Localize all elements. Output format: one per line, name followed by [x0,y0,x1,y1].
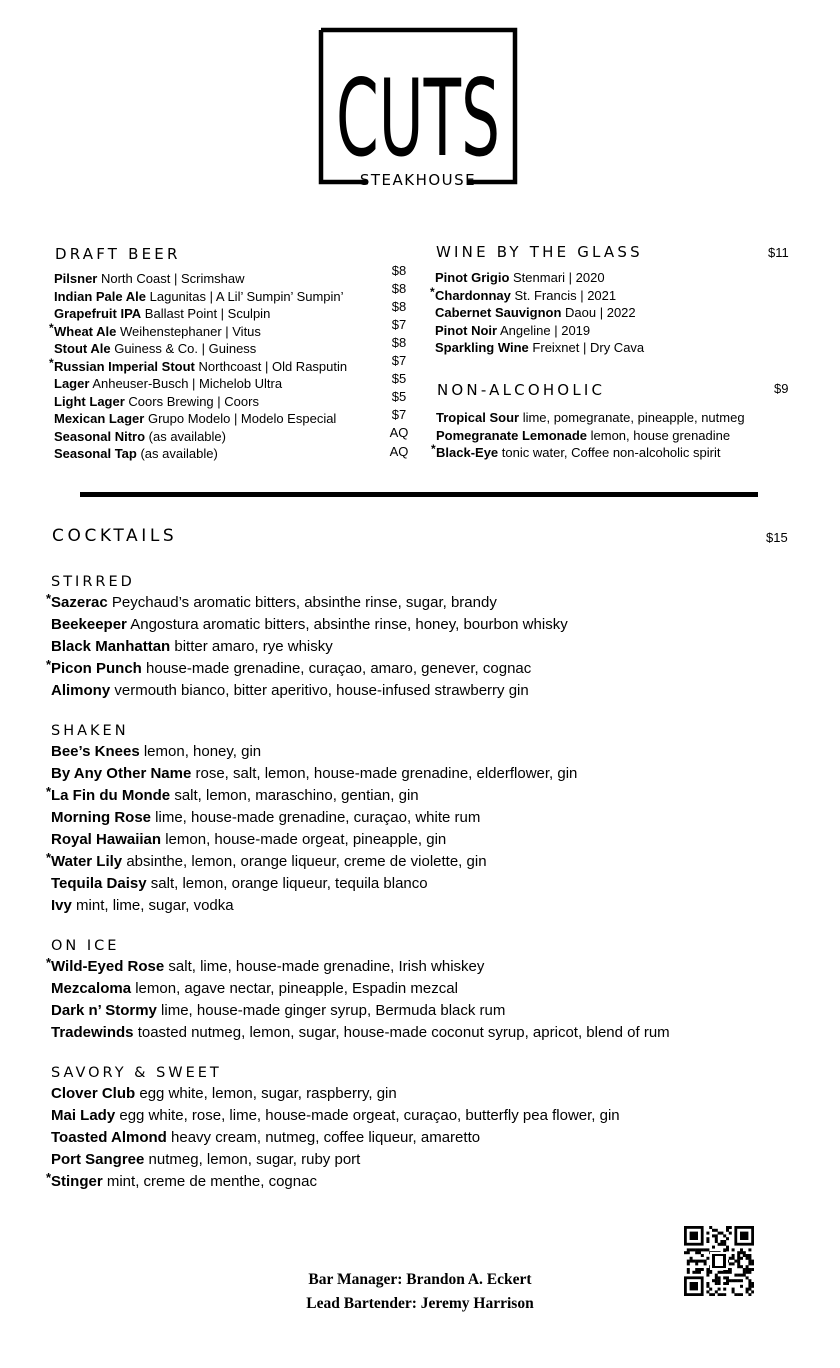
group-title: STIRRED [51,574,135,590]
item-description: Stenmari | 2020 [513,270,605,285]
menu-item [435,269,644,287]
menu-item [435,322,644,340]
beer-price: $8 [391,281,407,296]
cuts-steakhouse-logo [318,27,518,185]
item-description: Angeline | 2019 [500,322,591,338]
menu-item [54,428,347,446]
menu-item [54,305,347,323]
item-description: Lagunitas | A Lil’ Sumpin’ Sumpin’ [149,288,344,304]
item-name: Sazerac [51,594,108,611]
item-name: Toasted Almond [51,1129,167,1146]
menu-item [51,895,670,917]
item-description: lemon, house grenadine [590,427,731,443]
item-description: heavy cream, nutmeg, coffee liqueur, amaretto [171,1129,481,1146]
item-description: vermouth bianco, bitter aperitivo, house-infused strawberry gin [114,682,529,699]
bar-manager: Bar Manager: Brandon A. Eckert [308,1271,532,1288]
menu-item [51,829,670,851]
draft-beer-prices [384,262,414,461]
item-description: Ballast Point | Sculpin [144,306,271,321]
item-name: Seasonal Nitro [54,428,146,444]
group-title: SHAKEN [51,723,129,739]
item-name: Chardonnay [435,287,511,303]
menu-item [431,442,745,462]
menu-item [54,340,347,358]
item-description: Peychaud’s aromatic bitters, absinthe rinse, sugar, brandy [111,594,497,611]
menu-item [54,375,347,393]
item-name: Lager [54,376,90,391]
lead-bartender: Lead Bartender: Jeremy Harrison [306,1295,534,1312]
menu-item [51,1083,670,1105]
draft-beer-list [49,270,348,463]
cocktails-title: COCKTAILS [52,526,178,546]
menu-item [51,1105,670,1127]
featured-star: * [46,591,52,606]
item-name: Cabernet Sauvignon [435,305,562,320]
item-name: Stinger [51,1173,103,1190]
item-name: Mexican Lager [54,411,145,426]
item-name: Ivy [51,897,72,914]
featured-star: * [46,657,52,672]
item-description: Freixnet | Dry Cava [532,340,645,355]
item-description: bitter amaro, rye whisky [174,638,333,655]
cocktail-groups [46,572,670,1212]
item-description: nutmeg, lemon, sugar, ruby port [148,1151,361,1168]
featured-star: * [431,442,436,456]
item-name: Tradewinds [51,1024,134,1041]
item-name: Royal Hawaiian [51,831,162,848]
item-description: toasted nutmeg, lemon, sugar, house-made coconut syrup, apricot, blend of rum [137,1024,670,1041]
item-name: Sparkling Wine [435,340,529,355]
featured-star: * [49,320,54,335]
cocktail-group [46,721,670,917]
item-name: Port Sangree [51,1151,145,1168]
item-description: Coors Brewing | Coors [128,393,259,409]
menu-item [435,339,644,357]
beer-price: $8 [391,299,407,314]
item-name: Alimony [51,682,111,699]
featured-star: * [49,355,54,370]
item-description: salt, lime, house-made grenadine, Irish whiskey [168,958,485,975]
credits [270,1268,570,1316]
featured-star: * [46,850,52,865]
item-description: rose, salt, lemon, house-made grenadine, elderflower, gin [195,765,578,782]
menu-item [54,445,347,463]
wine-list [430,269,645,357]
item-name: Seasonal Tap [54,446,137,461]
menu-item [51,680,670,702]
item-description: lemon, house-made orgeat, pineapple, gin [165,831,447,848]
item-description: Northcoast | Old Rasputin [198,358,348,374]
item-description: Daou | 2022 [565,305,636,320]
item-name: Bee’s Knees [51,743,140,760]
beer-price: AQ [389,444,409,459]
item-name: Tequila Daisy [51,875,147,892]
featured-star: * [430,284,435,299]
menu-item [46,1170,670,1193]
item-description: egg white, lemon, sugar, raspberry, gin [139,1085,397,1102]
menu-item [51,636,670,658]
draft-beer-title: DRAFT BEER [55,245,181,263]
item-name: Wheat Ale [54,323,117,339]
menu-item [54,270,347,288]
menu-item [436,409,745,427]
item-description: St. Francis | 2021 [514,287,617,303]
cocktails-price: $15 [766,530,788,545]
item-name: Pinot Grigio [435,270,510,285]
wine-price: $11 [768,245,789,260]
item-description: salt, lemon, orange liqueur, tequila blanco [150,875,428,892]
beer-price: $8 [391,263,407,278]
item-name: Stout Ale [54,341,111,356]
cocktail-group [46,936,670,1044]
item-name: Mai Lady [51,1107,116,1124]
menu-item [46,657,670,680]
non-alcoholic-list [431,409,745,462]
item-name: Mezcaloma [51,980,132,997]
item-description: absinthe, lemon, orange liqueur, creme de violette, gin [126,853,487,870]
logo-sub: STEAKHOUSE [359,171,477,185]
item-name: Clover Club [51,1085,136,1102]
qr-code-icon[interactable] [684,1226,754,1296]
item-description: lime, house-made grenadine, curaçao, white rum [155,809,481,826]
item-name: La Fin du Monde [51,787,171,804]
item-description: salt, lemon, maraschino, gentian, gin [174,787,419,804]
item-description: Angostura aromatic bitters, absinthe rinse, honey, bourbon whisky [130,616,568,633]
menu-item [46,850,670,873]
beer-price: $5 [391,389,407,404]
menu-item [51,807,670,829]
item-description: lime, house-made ginger syrup, Bermuda black rum [161,1002,506,1019]
item-name: Light Lager [54,393,125,409]
item-name: Pomegranate Lemonade [436,427,587,443]
menu-item [430,284,644,305]
beer-price: $8 [391,335,407,350]
item-description: house-made grenadine, curaçao, amaro, genever, cognac [146,660,532,677]
menu-item [435,304,644,322]
item-name: By Any Other Name [51,765,192,782]
item-name: Russian Imperial Stout [54,358,195,374]
item-description: tonic water, Coffee non-alcoholic spirit [501,445,721,460]
item-description: (as available) [140,446,218,461]
item-description: egg white, rose, lime, house-made orgeat, curaçao, butterfly pea flower, gin [119,1107,620,1124]
wine-title: WINE BY THE GLASS [436,243,643,261]
item-name: Black-Eye [436,445,499,460]
item-name: Black Manhattan [51,638,171,655]
logo-word: CUTS [336,57,500,180]
featured-star: * [46,955,52,970]
menu-item [51,1127,670,1149]
menu-item [49,355,348,376]
item-description: Anheuser-Busch | Michelob Ultra [92,376,283,391]
menu-item [51,1149,670,1171]
item-name: Grapefruit IPA [54,306,142,321]
menu-item [46,591,670,614]
menu-item [54,288,347,306]
beer-price: $7 [391,353,407,368]
item-name: Beekeeper [51,616,127,633]
beer-price: AQ [389,425,409,440]
item-name: Picon Punch [51,660,142,677]
item-description: Weihenstephaner | Vitus [119,323,261,339]
item-description: Grupo Modelo | Modelo Especial [147,411,337,426]
item-description: mint, lime, sugar, vodka [76,897,234,914]
menu-item [51,741,670,763]
featured-star: * [46,784,52,799]
menu-item [46,784,670,807]
item-description: (as available) [148,428,226,444]
item-name: Water Lily [51,853,123,870]
item-description: lemon, honey, gin [143,743,262,760]
group-title: SAVORY & SWEET [51,1065,222,1081]
cocktail-group [46,572,670,702]
menu-item [436,427,745,445]
item-description: Guiness & Co. | Guiness [114,341,257,356]
non-alcoholic-price: $9 [774,381,789,396]
item-description: mint, creme de menthe, cognac [106,1173,317,1190]
item-name: Morning Rose [51,809,151,826]
item-name: Tropical Sour [436,410,520,425]
group-title: ON ICE [51,938,120,954]
non-alcoholic-title: NON-ALCOHOLIC [437,381,606,399]
menu-item [54,393,347,411]
item-name: Pilsner [54,271,98,286]
item-name: Wild-Eyed Rose [51,958,165,975]
section-divider [80,492,758,497]
menu-item [51,763,670,785]
menu-item [49,320,347,341]
item-description: lemon, agave nectar, pineapple, Espadin mezcal [135,980,458,997]
item-name: Indian Pale Ale [54,288,146,304]
beer-price: $5 [391,371,407,386]
menu-item [46,955,670,978]
menu-item [54,410,347,428]
menu-item [51,1000,670,1022]
cocktail-group [46,1063,670,1193]
item-description: lime, pomegranate, pineapple, nutmeg [522,410,745,425]
beer-price: $7 [391,407,407,422]
beer-price: $7 [391,317,407,332]
item-name: Dark n’ Stormy [51,1002,157,1019]
item-description: North Coast | Scrimshaw [100,271,245,286]
menu-item [51,873,670,895]
menu-item [51,1022,670,1044]
featured-star: * [46,1170,52,1185]
menu-item [51,614,670,636]
menu-item [51,978,670,1000]
item-name: Pinot Noir [435,322,498,338]
